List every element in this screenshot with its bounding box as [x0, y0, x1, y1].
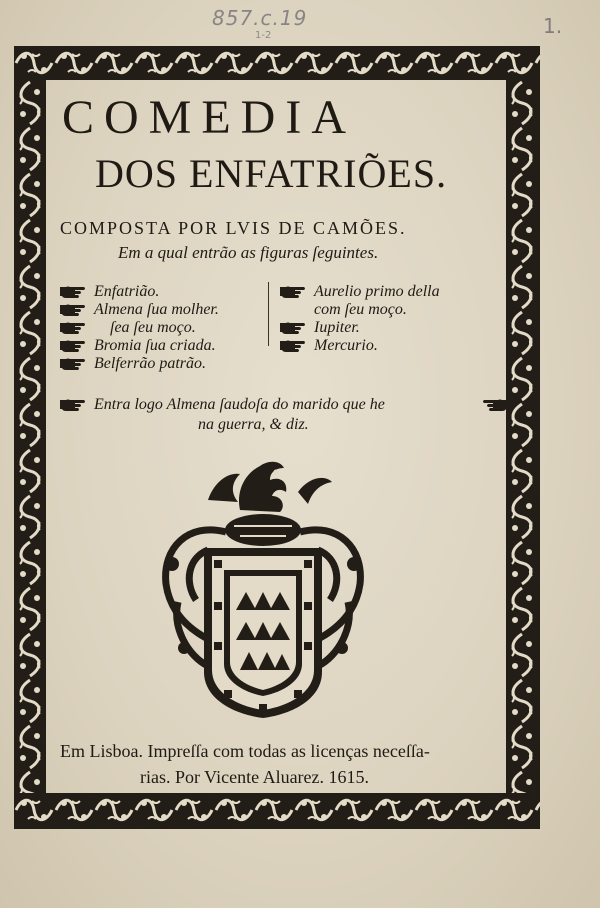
stage-direction — [60, 395, 510, 435]
ornamental-border-left — [14, 80, 46, 793]
cast-name: Almena ſua molher. — [94, 301, 219, 318]
cast-item — [60, 283, 219, 301]
cast-name: Enfatrião. — [94, 283, 160, 300]
coat-of-arms — [148, 452, 378, 720]
imprint-line-2: rias. Por Vicente Aluarez. 1615. — [140, 767, 370, 787]
cast-item — [280, 337, 440, 355]
manicule-icon — [60, 303, 86, 316]
manicule-icon — [60, 321, 86, 334]
shelfmark-sub: 1-2 — [255, 30, 272, 41]
manicule-icon — [60, 285, 86, 298]
cast-name: Aurelio primo della — [314, 283, 440, 300]
cast-item-continuation — [280, 301, 440, 319]
cast-item — [60, 355, 219, 373]
cast-name: com ſeu moço. — [314, 301, 407, 318]
griffin-crest-icon — [208, 462, 332, 512]
cast-name: Iupiter. — [314, 319, 360, 336]
intro-line: Em a qual entrão as figuras ſeguintes. — [118, 243, 379, 262]
title-line-1: COMEDIA — [62, 91, 356, 144]
manicule-icon — [60, 357, 86, 370]
cast-name: Belferrão patrão. — [94, 355, 206, 372]
cast-list-right — [280, 283, 440, 355]
cast-name: Bromia ſua criada. — [94, 337, 216, 354]
cast-divider — [268, 282, 269, 346]
manicule-icon — [60, 398, 86, 411]
stage-direction-line-2: na guerra, & diz. — [198, 416, 309, 433]
cast-item — [280, 283, 440, 301]
cast-item — [60, 319, 219, 337]
cast-item — [60, 337, 219, 355]
cast-name: Mercurio. — [314, 337, 378, 354]
imprint-line-1: Em Lisboa. Impreſſa com todas as licenças neceſſa- — [60, 741, 430, 761]
page-number: 1. — [543, 14, 563, 38]
manicule-icon — [482, 398, 508, 411]
manicule-icon — [280, 285, 306, 298]
manicule-icon — [60, 339, 86, 352]
title-line-2: DOS ENFATRIÕES. — [95, 151, 448, 196]
cast-item — [280, 319, 440, 337]
cast-name: ſea ſeu moço. — [110, 319, 196, 336]
shield-icon — [204, 548, 322, 718]
imprint — [60, 738, 430, 790]
cast-list-left — [60, 283, 219, 373]
manicule-icon — [280, 321, 306, 334]
stage-direction-line-1: Entra logo Almena ſaudoſa do marido que he — [94, 396, 385, 413]
ornamental-border-right — [506, 80, 540, 793]
ornamental-border-top — [14, 46, 540, 80]
cast-item — [60, 301, 219, 319]
helm-icon — [225, 514, 301, 546]
manicule-icon — [280, 339, 306, 352]
shelfmark: 857.c.19 — [212, 6, 308, 30]
subtitle: COMPOSTA POR LVIS DE CAMÕES. — [60, 218, 407, 238]
ornamental-border-bottom — [14, 793, 540, 829]
